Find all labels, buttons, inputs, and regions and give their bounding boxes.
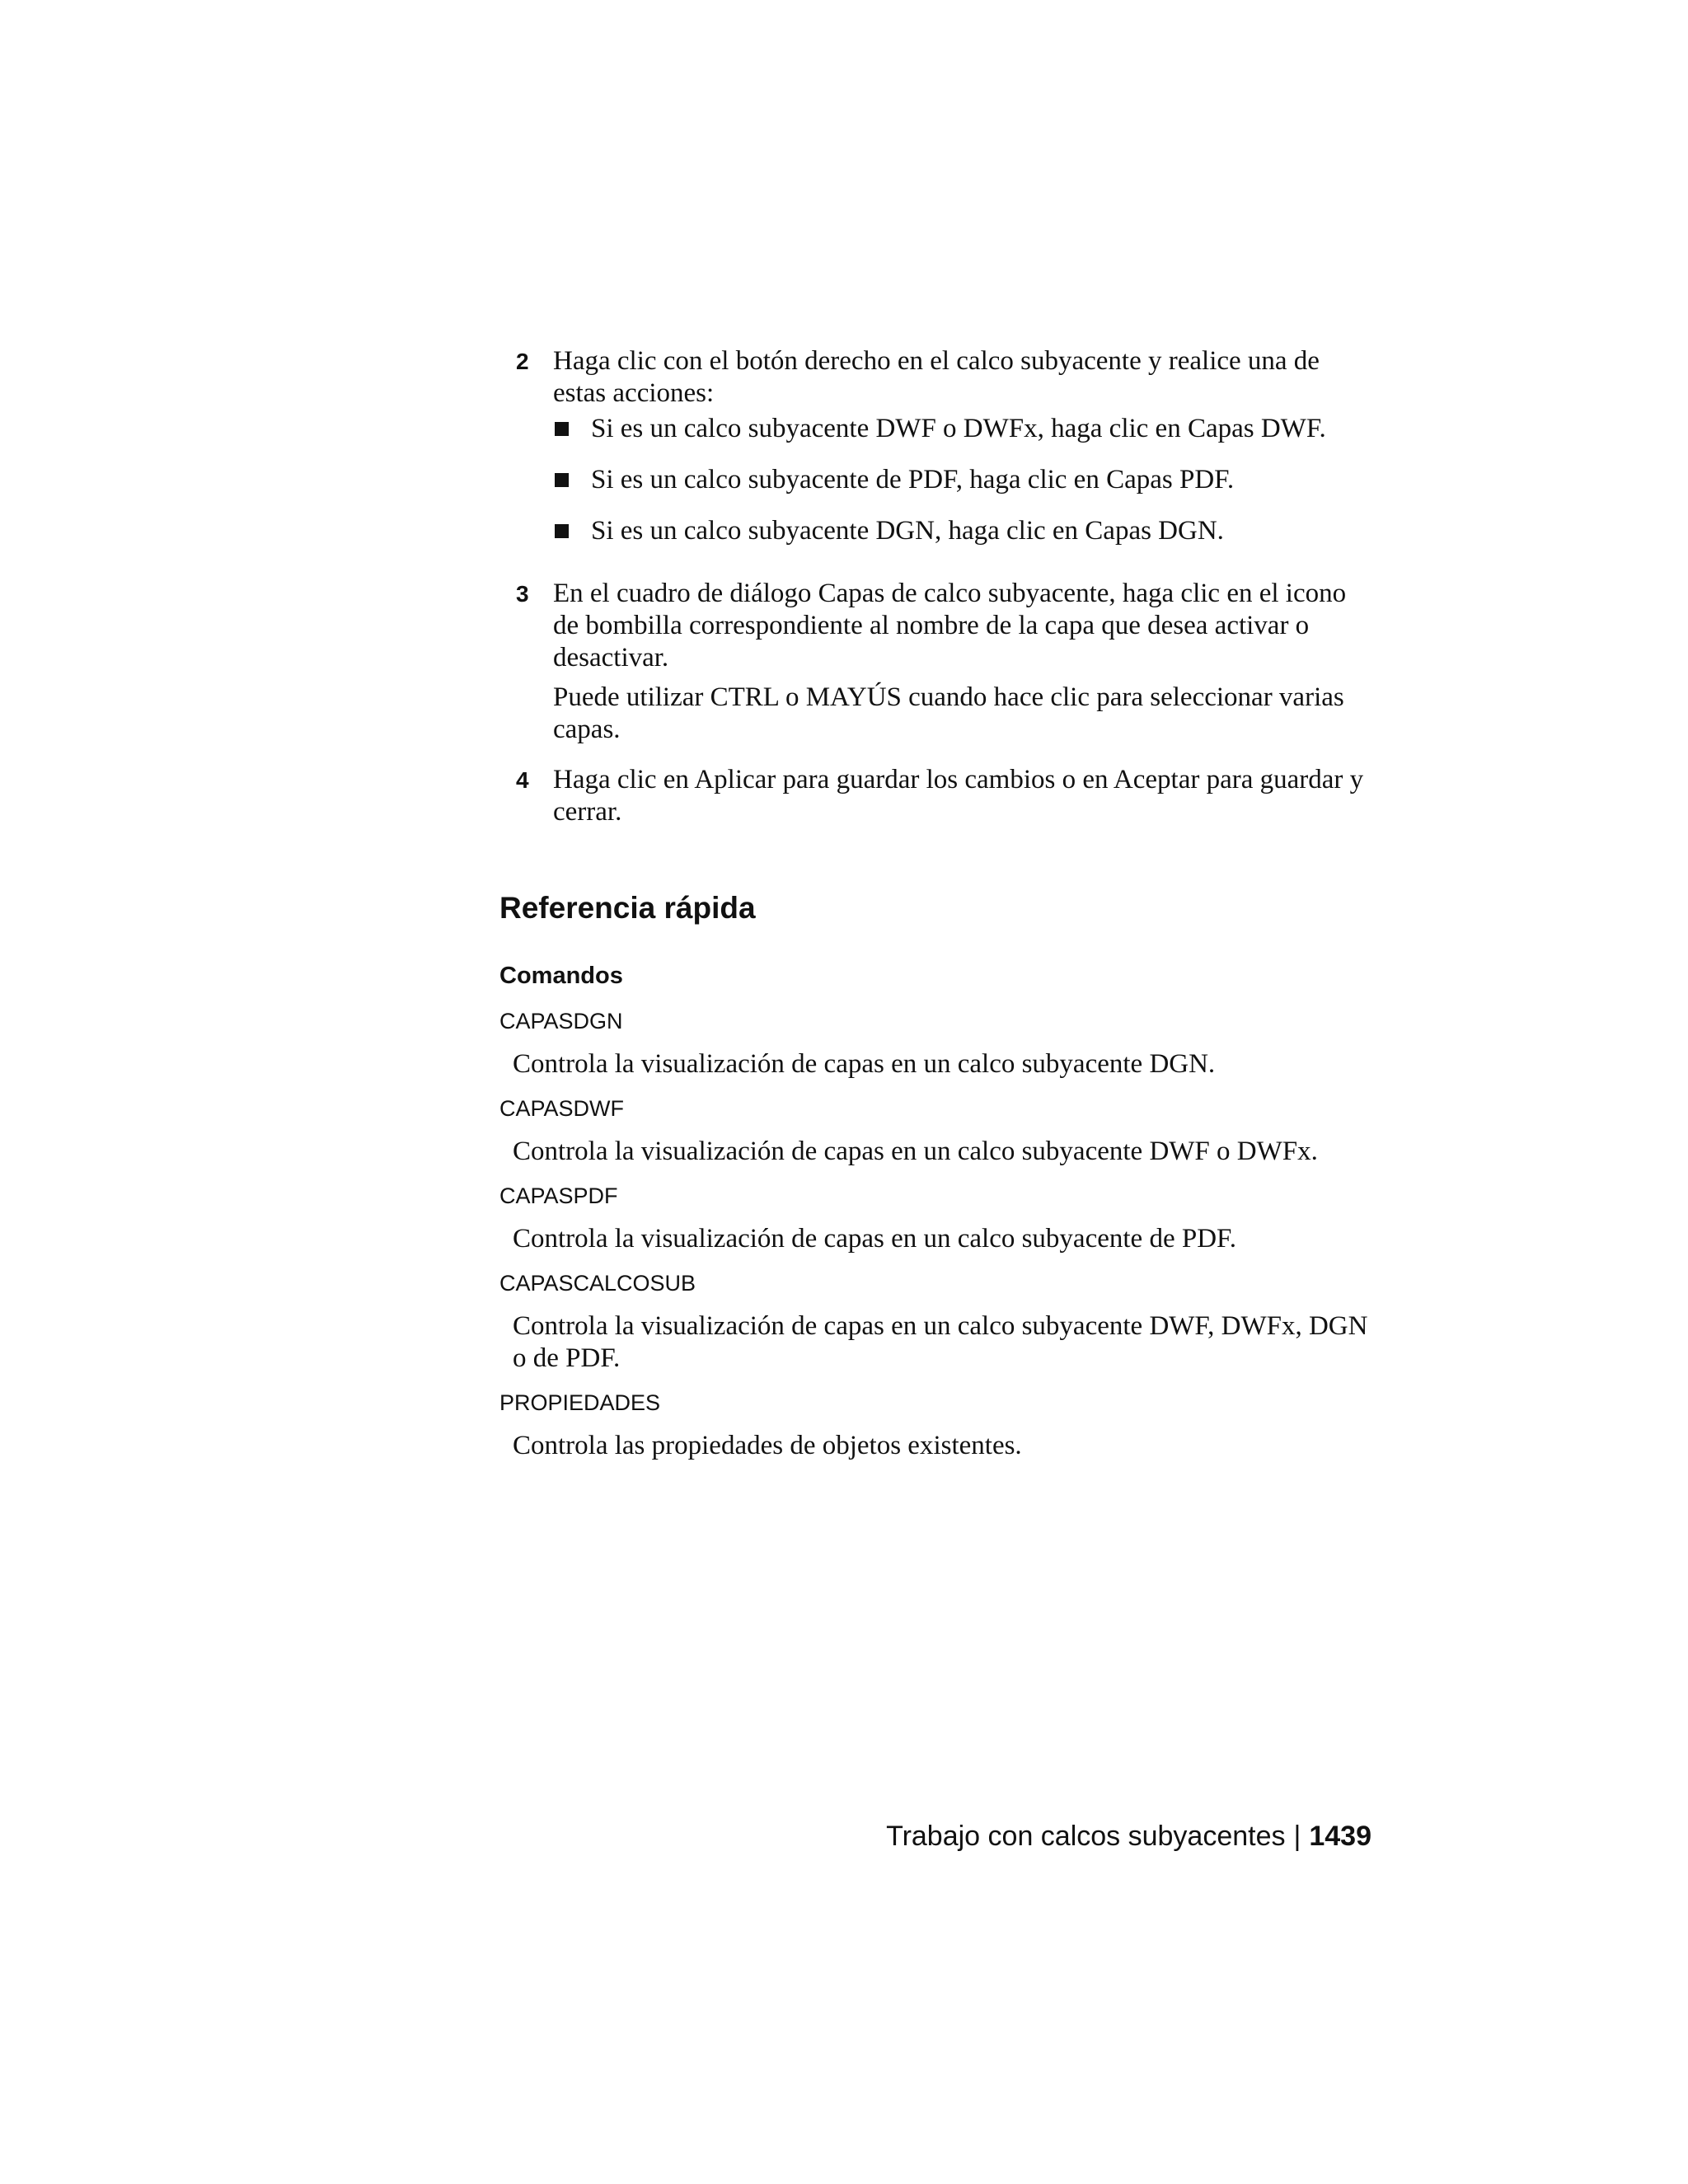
step-number: 4 [516,767,529,793]
step-body [553,578,1373,746]
command-entry [499,1094,1376,1174]
chapter-title: Trabajo con calcos subyacentes [886,1821,1286,1852]
step-body [553,345,1373,547]
page-number: 1439 [1309,1821,1372,1852]
bullet-list [553,413,1373,547]
step-body [553,764,1373,828]
step-2 [516,345,1373,566]
square-bullet-icon [555,422,569,436]
command-name: PROPIEDADES [499,1390,661,1415]
command-description: Controla la visualización de capas en un calco subyacente DWF o DWFx. [513,1137,1318,1166]
command-entry [499,1182,1376,1262]
command-entry [499,1389,1376,1469]
step-number: 3 [516,581,529,607]
step-text: Haga clic en Aplicar para guardar los cambios o en Aceptar para guardar y cerrar. [553,765,1364,827]
command-description: Controla la visualización de capas en un calco subyacente DGN. [513,1049,1216,1079]
section-heading: Referencia rápida [499,891,756,925]
command-name: CAPASDGN [499,1009,623,1033]
step-4 [516,764,1373,828]
command-list [499,1007,1376,1476]
step-text: Haga clic con el botón derecho en el calco subyacente y realice una de estas acciones: [553,346,1320,408]
step-3 [516,578,1373,746]
list-item-text: Si es un calco subyacente de PDF, haga clic en Capas PDF. [591,465,1235,494]
command-name: CAPASCALCOSUB [499,1271,696,1296]
list-item [553,464,1373,496]
square-bullet-icon [555,473,569,487]
command-name: CAPASDWF [499,1096,625,1121]
command-name: CAPASPDF [499,1183,618,1208]
command-entry [499,1269,1376,1381]
command-entry [499,1007,1376,1087]
step-note: Puede utilizar CTRL o MAYÚS cuando hace clic para seleccionar varias capas. [553,682,1344,744]
square-bullet-icon [555,524,569,538]
list-item [553,515,1373,547]
command-description: Controla las propiedades de objetos existentes. [513,1431,1022,1460]
step-number: 2 [516,349,529,374]
list-item-text: Si es un calco subyacente DWF o DWFx, haga clic en Capas DWF. [591,414,1326,443]
footer-separator: | [1293,1821,1301,1852]
step-text: En el cuadro de diálogo Capas de calco subyacente, haga clic en el icono de bombilla correspondiente al nombre de la capa que desea activar o desactivar. [553,579,1347,673]
command-description: Controla la visualización de capas en un calco subyacente DWF, DWFx, DGN o de PDF. [513,1311,1368,1373]
list-item [553,413,1373,445]
command-description: Controla la visualización de capas en un calco subyacente de PDF. [513,1224,1236,1254]
page-footer [886,1820,1372,1853]
subsection-heading: Comandos [499,963,623,989]
list-item-text: Si es un calco subyacente DGN, haga clic en Capas DGN. [591,516,1224,546]
